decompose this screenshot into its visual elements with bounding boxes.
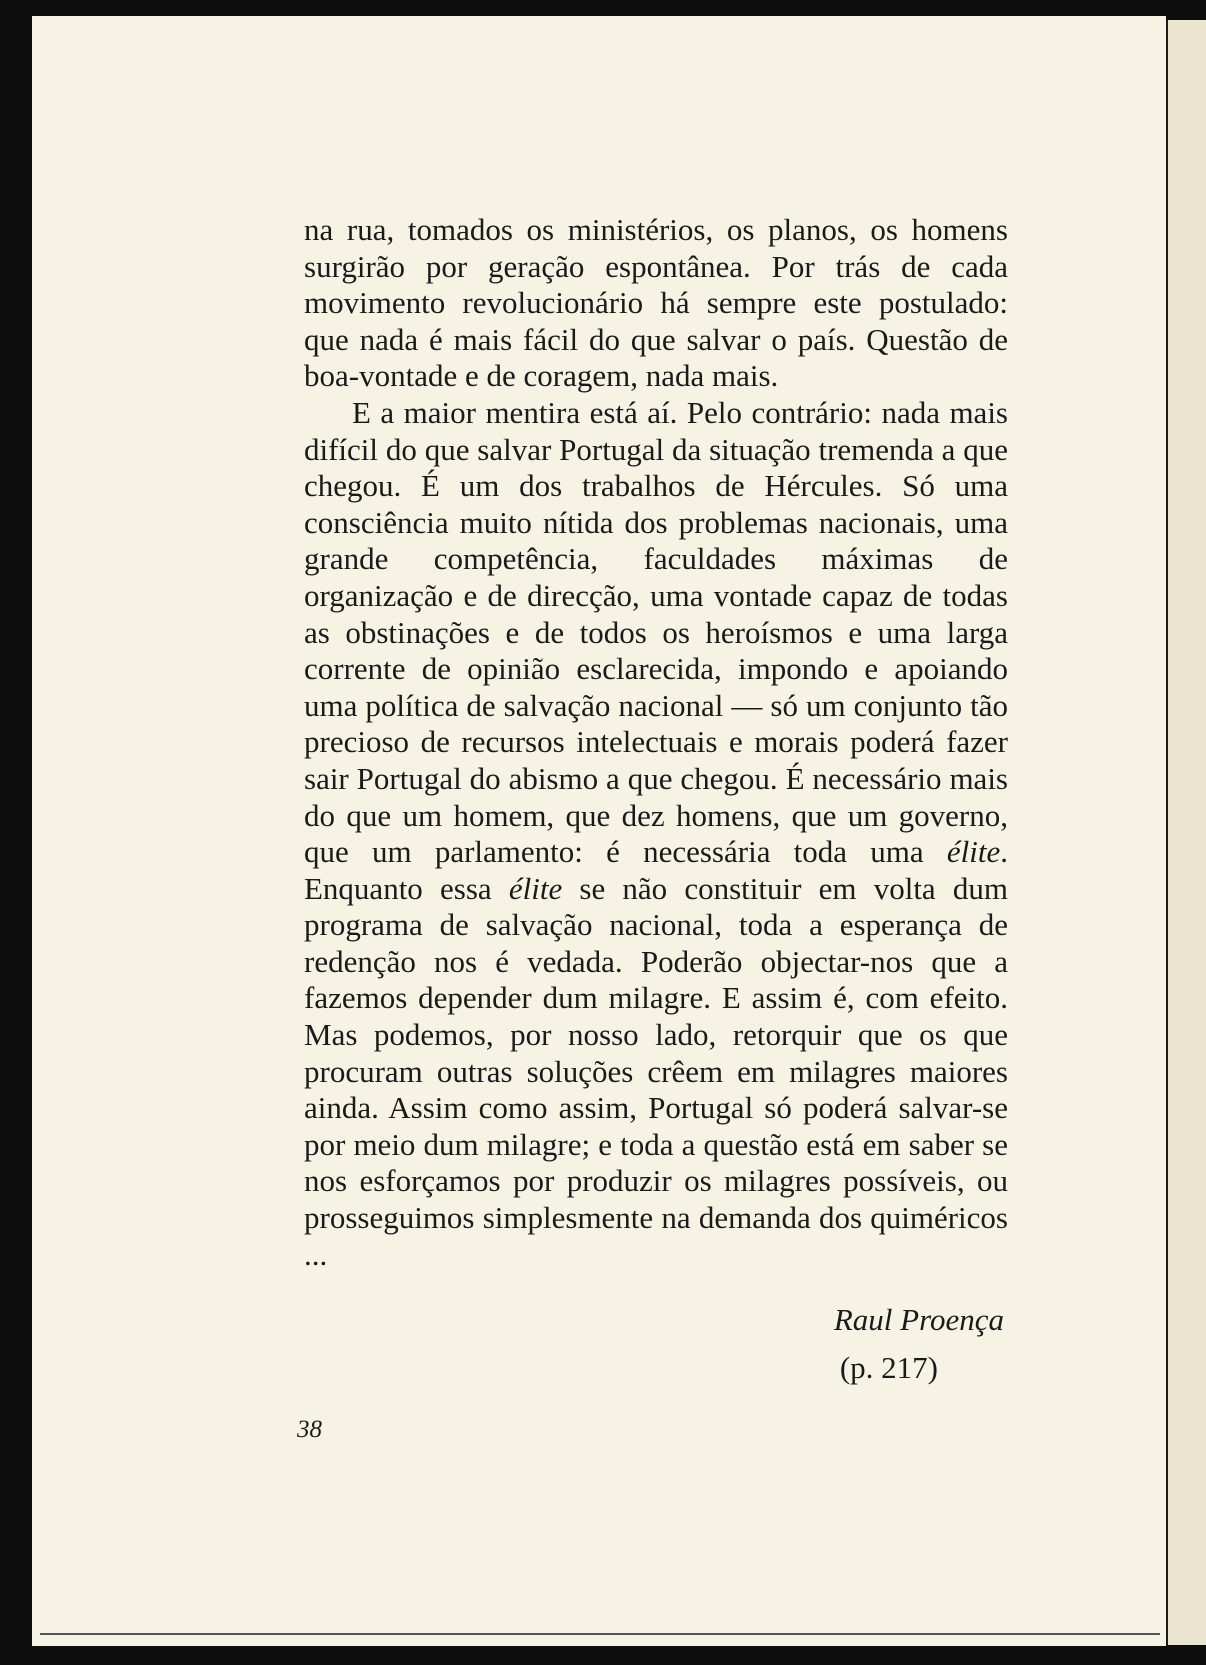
paragraph-2 [304, 395, 1008, 1273]
paragraph-1 [304, 212, 1008, 395]
emphasis-elite: élite [508, 870, 563, 906]
paragraph-text: . Enquanto essa [304, 834, 1008, 906]
paragraph-text: E a maior mentira está aí. Pelo contrário: nada mais difícil do que salvar Portugal da situação tremenda a que chegou. É um dos trabalhos de Hércules. Só uma consciência muito nítida dos problemas nacionais, uma grande competência, faculdades máximas de organização e de direcção, uma vontade capaz de todas as obstinações e de todos os heroísmos e uma larga corrente de opinião esclarecida, impondo e apoiando uma política de salvação nacional — só um conjunto tão precioso de recursos intelectuais e morais poderá fazer sair Portugal do abismo a que chegou. É necessário mais do que um homem, que dez homens, que um governo, que um parlamento: é necessária toda uma [304, 394, 1008, 870]
paragraph-text: na rua, tomados os ministérios, os planos, os homens surgirão por geração espontânea. Por trás de cada movimento revolucionário há sempre este postulado: que nada é mais fácil do que salvar o país. Questão de boa-vontade e de coragem, nada mais. [304, 212, 1008, 394]
page-number: 38 [297, 1416, 322, 1443]
body-text [304, 212, 1008, 1273]
page-citation: (p. 217) [839, 1350, 938, 1385]
paragraph-text: se não constituir em volta dum programa de salvação nacional, toda a esperança de redenção nos é vedada. Poderão objectar-nos que a fazemos depender dum milagre. E assim é, com efeito. Mas podemos, por nosso lado, retorquir que os que procuram outras soluções crêem em milagres maiores ainda. Assim como assim, Portugal só poderá salvar-se por meio dum milagre; e toda a questão está em saber se nos esforçamos por produzir os milagres possíveis, ou prosseguimos simplesmente na demanda dos quiméricos ... [304, 870, 1008, 1272]
author-signature: Raul Proença [833, 1302, 1004, 1337]
next-page-edge [1166, 20, 1206, 1645]
emphasis-elite: élite [946, 834, 1001, 870]
page-bottom-edge [40, 1633, 1160, 1635]
